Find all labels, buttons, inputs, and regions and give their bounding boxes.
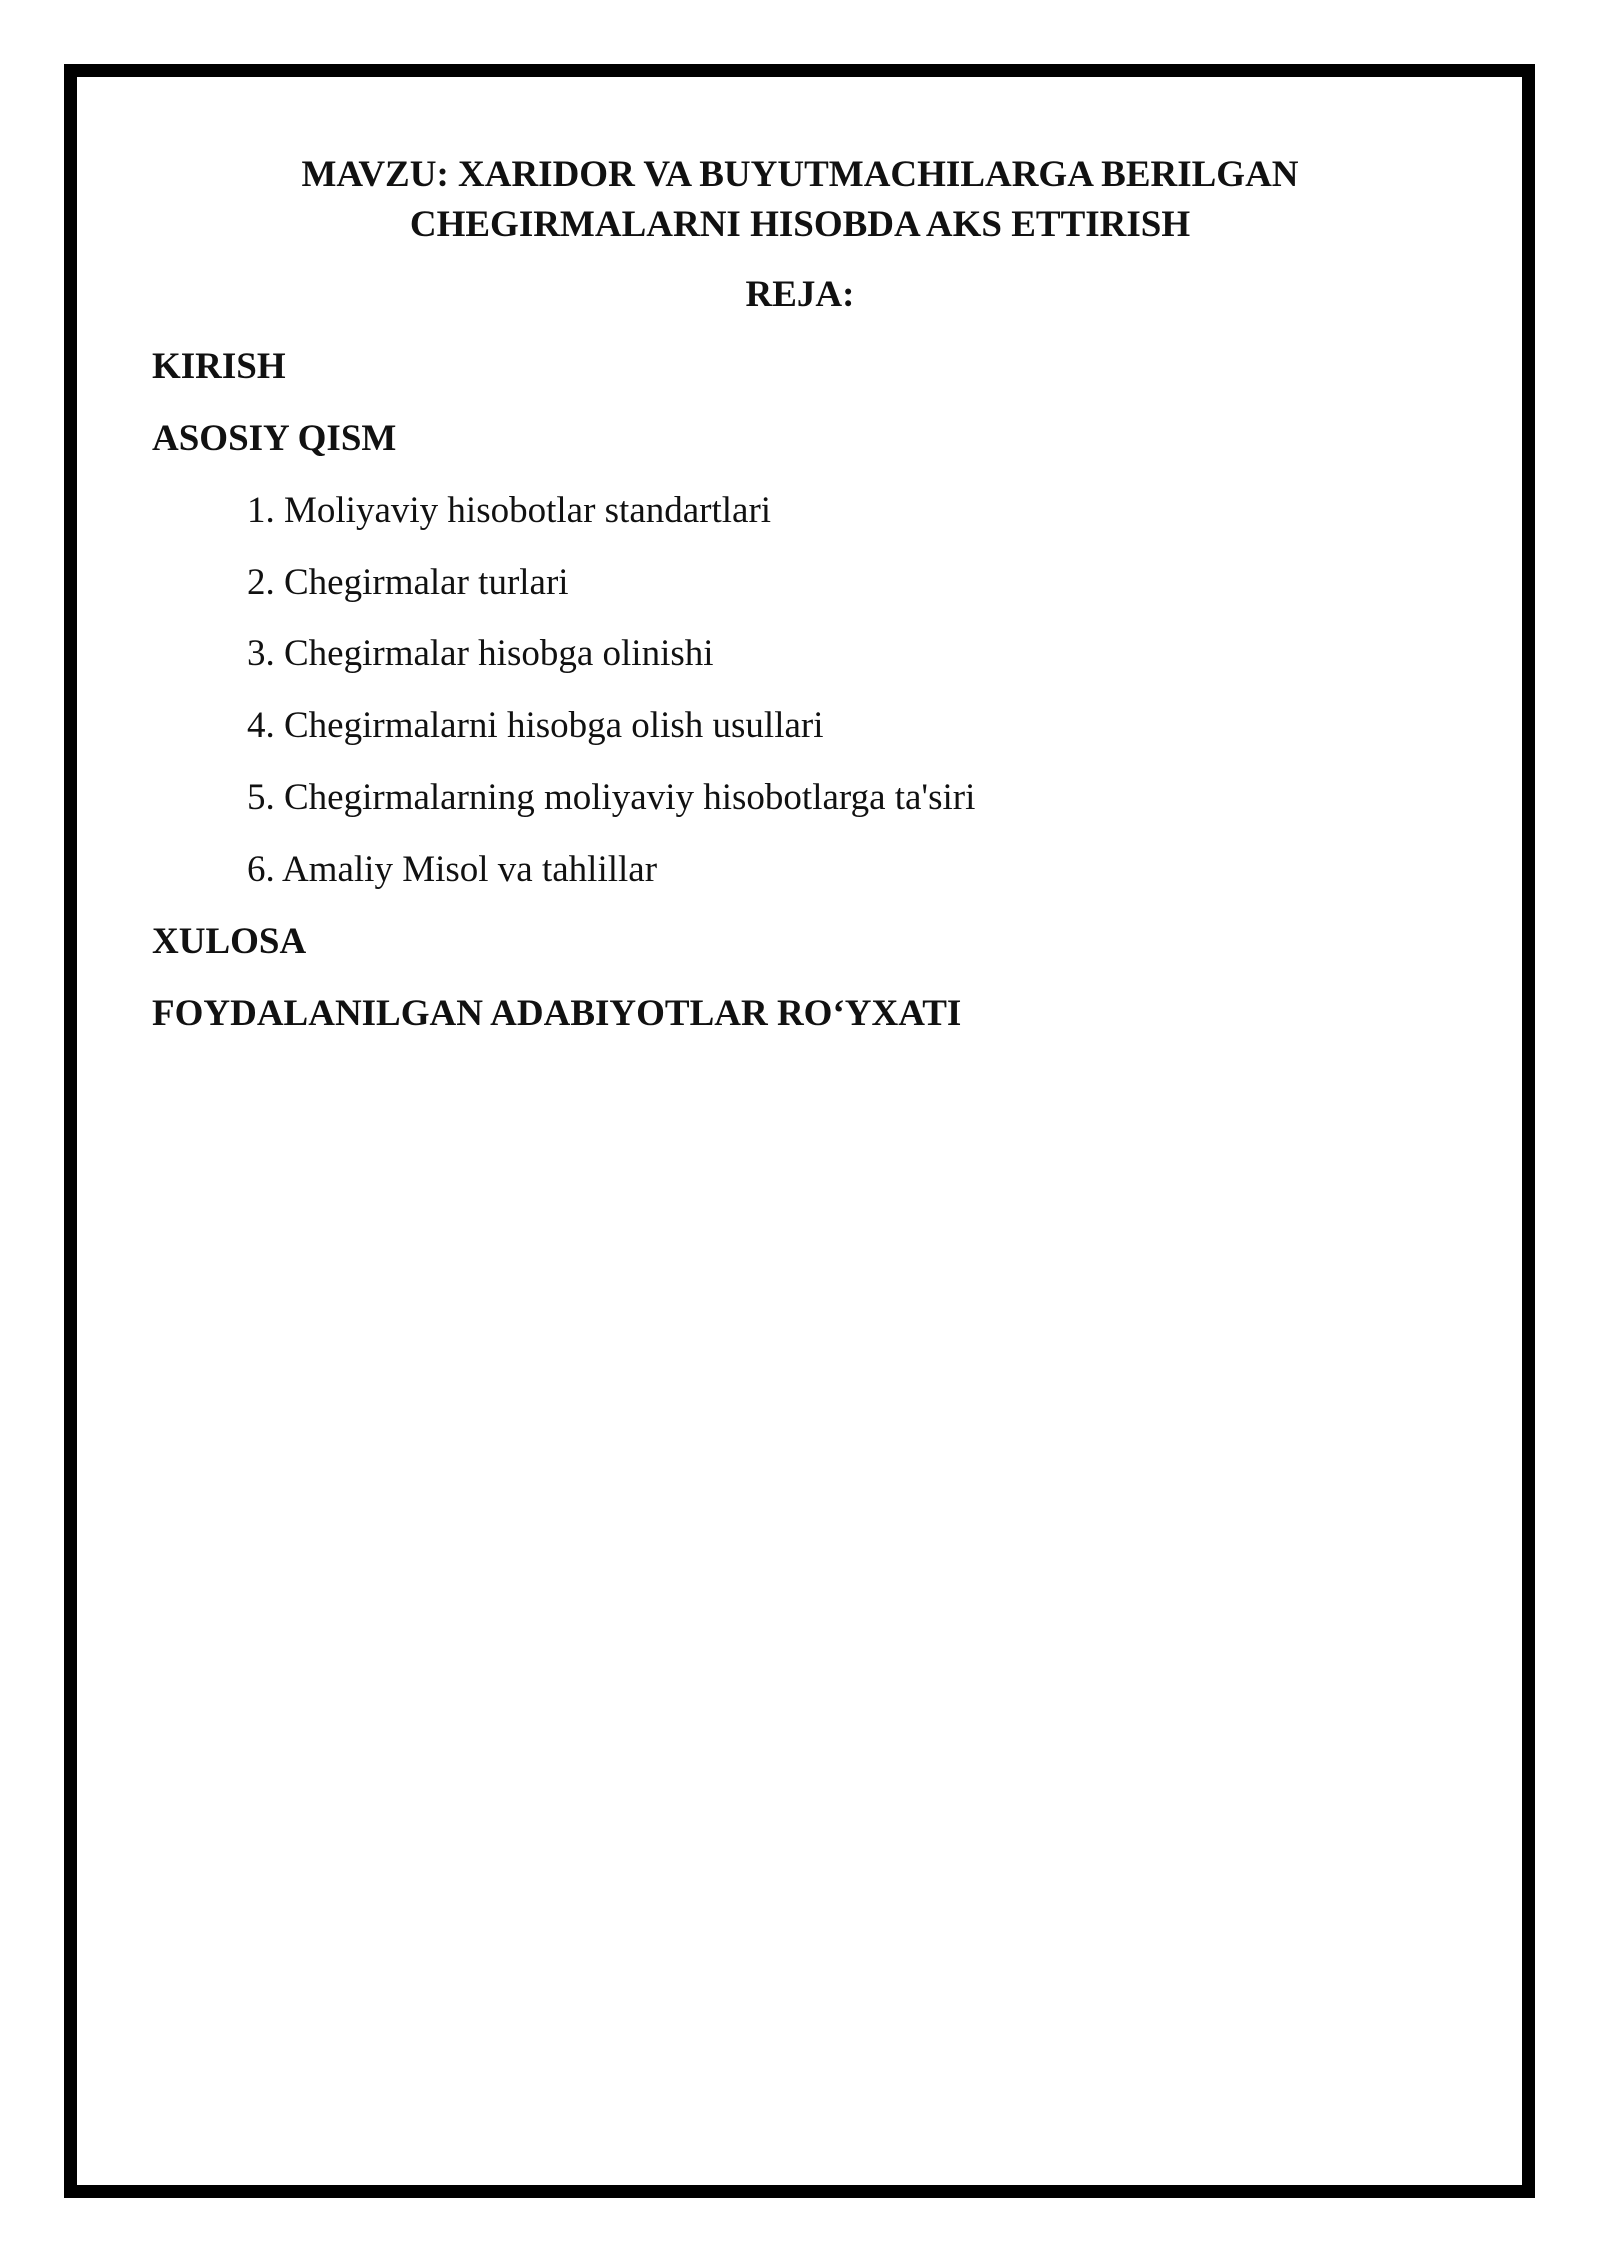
section-references: FOYDALANILGAN ADABIYOTLAR RO‘YXATI	[152, 993, 962, 1034]
section-asosiy-qism: ASOSIY QISM	[152, 418, 397, 459]
plan-item-2: 2. Chegirmalar turlari	[247, 562, 569, 603]
document-title	[0, 150, 1600, 250]
plan-item-5: 5. Chegirmalarning moliyaviy hisobotlarga ta'siri	[247, 777, 976, 818]
title-line-1: MAVZU: XARIDOR VA BUYUTMACHILARGA BERILGAN	[301, 154, 1299, 195]
plan-item-3: 3. Chegirmalar hisobga olinishi	[247, 633, 714, 674]
plan-item-4: 4. Chegirmalarni hisobga olish usullari	[247, 705, 824, 746]
section-xulosa: XULOSA	[152, 921, 307, 962]
section-kirish: KIRISH	[152, 346, 286, 387]
plan-item-1: 1. Moliyaviy hisobotlar standartlari	[247, 490, 772, 531]
title-line-2: CHEGIRMALARNI HISOBDA AKS ETTIRISH	[409, 204, 1191, 245]
plan-item-6: 6. Amaliy Misol va tahlillar	[247, 849, 658, 890]
plan-heading: REJA:	[745, 274, 855, 315]
